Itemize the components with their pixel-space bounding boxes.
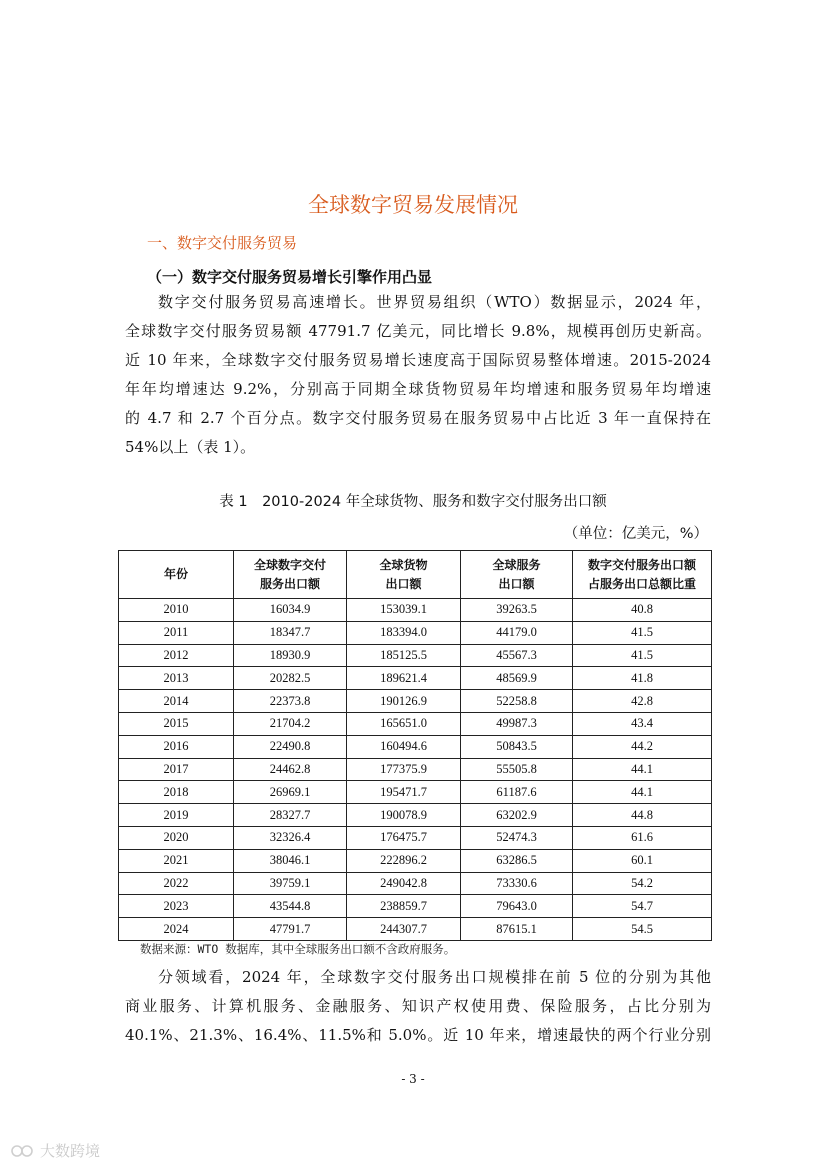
table-row xyxy=(119,690,712,713)
table-cell: 41.8 xyxy=(573,667,712,690)
table-row xyxy=(119,599,712,622)
table-cell: 222896.2 xyxy=(347,849,461,872)
table-cell: 49987.3 xyxy=(461,712,573,735)
table-cell: 61187.6 xyxy=(461,781,573,804)
table-cell: 43.4 xyxy=(573,712,712,735)
table-cell: 16034.9 xyxy=(234,599,347,622)
table-cell: 2022 xyxy=(119,872,234,895)
table-cell: 190078.9 xyxy=(347,804,461,827)
table-cell: 177375.9 xyxy=(347,758,461,781)
table-cell: 18930.9 xyxy=(234,644,347,667)
paragraph-1 xyxy=(125,288,711,462)
table-cell: 2023 xyxy=(119,895,234,918)
table-row xyxy=(119,895,712,918)
table-cell: 42.8 xyxy=(573,690,712,713)
table-cell: 24462.8 xyxy=(234,758,347,781)
header-services-export: 全球服务 出口额 xyxy=(461,551,573,599)
header-share: 数字交付服务出口额 占服务出口总额比重 xyxy=(573,551,712,599)
table-row xyxy=(119,712,712,735)
table-cell: 176475.7 xyxy=(347,826,461,849)
table-cell: 20282.5 xyxy=(234,667,347,690)
table-cell: 39759.1 xyxy=(234,872,347,895)
paragraph-line: 数字交付服务贸易高速增长。世界贸易组织（WTO）数据显示，2024 年， xyxy=(158,293,711,311)
table-cell: 38046.1 xyxy=(234,849,347,872)
table-cell: 2012 xyxy=(119,644,234,667)
table-cell: 54.2 xyxy=(573,872,712,895)
table-row xyxy=(119,644,712,667)
table-row xyxy=(119,804,712,827)
table-row xyxy=(119,621,712,644)
table-cell: 249042.8 xyxy=(347,872,461,895)
table-row xyxy=(119,918,712,941)
table-cell: 55505.8 xyxy=(461,758,573,781)
table-cell: 73330.6 xyxy=(461,872,573,895)
paragraph-line: 分领域看，2024 年，全球数字交付服务出口规模排在前 5 位的分别为其他 xyxy=(158,968,711,986)
table-row xyxy=(119,781,712,804)
table-cell: 160494.6 xyxy=(347,735,461,758)
table-cell: 54.7 xyxy=(573,895,712,918)
table-cell: 47791.7 xyxy=(234,918,347,941)
table-cell: 43544.8 xyxy=(234,895,347,918)
table-cell: 63286.5 xyxy=(461,849,573,872)
table-cell: 60.1 xyxy=(573,849,712,872)
table-cell: 44179.0 xyxy=(461,621,573,644)
table-cell: 26969.1 xyxy=(234,781,347,804)
table-cell: 22373.8 xyxy=(234,690,347,713)
table-cell: 44.2 xyxy=(573,735,712,758)
table-cell: 2020 xyxy=(119,826,234,849)
table-cell: 52258.8 xyxy=(461,690,573,713)
table-row xyxy=(119,849,712,872)
table-cell: 39263.5 xyxy=(461,599,573,622)
table-row xyxy=(119,872,712,895)
table-cell: 32326.4 xyxy=(234,826,347,849)
table-cell: 2010 xyxy=(119,599,234,622)
table-cell: 61.6 xyxy=(573,826,712,849)
paragraph-line: 的 4.7 和 2.7 个百分点。数字交付服务贸易在服务贸易中占比近 3 年一直保持在 xyxy=(125,409,711,427)
paragraph-2 xyxy=(125,963,711,1050)
table-cell: 2016 xyxy=(119,735,234,758)
table-row xyxy=(119,826,712,849)
table-cell: 41.5 xyxy=(573,644,712,667)
section-heading: 一、数字交付服务贸易 xyxy=(147,234,298,252)
paragraph-line: 40.1%、21.3%、16.4%、11.5%和 5.0%。近 10 年来，增速最快的两个行业分别 xyxy=(125,1026,711,1044)
table-unit: （单位：亿美元，%） xyxy=(563,526,708,542)
subsection-heading: （一）数字交付服务贸易增长引擎作用凸显 xyxy=(147,268,433,286)
table-cell: 185125.5 xyxy=(347,644,461,667)
header-digital-export: 全球数字交付 服务出口额 xyxy=(234,551,347,599)
table-header-row xyxy=(119,551,712,599)
table-cell: 44.8 xyxy=(573,804,712,827)
table-cell: 2024 xyxy=(119,918,234,941)
table-row xyxy=(119,667,712,690)
table-cell: 28327.7 xyxy=(234,804,347,827)
paragraph-line: 商业服务、计算机服务、金融服务、知识产权使用费、保险服务，占比分别为 xyxy=(125,997,711,1015)
table-cell: 183394.0 xyxy=(347,621,461,644)
watermark-logo-icon xyxy=(10,1142,36,1160)
table-cell: 45567.3 xyxy=(461,644,573,667)
table-cell: 22490.8 xyxy=(234,735,347,758)
table-cell: 190126.9 xyxy=(347,690,461,713)
table-cell: 21704.2 xyxy=(234,712,347,735)
table-cell: 54.5 xyxy=(573,918,712,941)
paragraph-line: 54%以上（表 1）。 xyxy=(125,438,256,456)
table-cell: 2017 xyxy=(119,758,234,781)
table-cell: 87615.1 xyxy=(461,918,573,941)
table-row xyxy=(119,758,712,781)
table-cell: 52474.3 xyxy=(461,826,573,849)
table-cell: 2018 xyxy=(119,781,234,804)
table-cell: 2013 xyxy=(119,667,234,690)
table-cell: 2021 xyxy=(119,849,234,872)
page-title: 全球数字贸易发展情况 xyxy=(308,193,518,218)
table-cell: 50843.5 xyxy=(461,735,573,758)
watermark-text: 大数跨境 xyxy=(40,1142,101,1160)
table-cell: 41.5 xyxy=(573,621,712,644)
table-row xyxy=(119,735,712,758)
table-cell: 40.8 xyxy=(573,599,712,622)
table-cell: 2015 xyxy=(119,712,234,735)
table-source-note: 数据来源：WTO 数据库，其中全球服务出口额不含政府服务。 xyxy=(140,942,456,956)
table-cell: 2011 xyxy=(119,621,234,644)
table-cell: 18347.7 xyxy=(234,621,347,644)
watermark xyxy=(10,1140,100,1161)
table-cell: 48569.9 xyxy=(461,667,573,690)
table-cell: 165651.0 xyxy=(347,712,461,735)
table-cell: 244307.7 xyxy=(347,918,461,941)
table-cell: 79643.0 xyxy=(461,895,573,918)
table-cell: 44.1 xyxy=(573,781,712,804)
table-cell: 189621.4 xyxy=(347,667,461,690)
table-cell: 2014 xyxy=(119,690,234,713)
table-cell: 238859.7 xyxy=(347,895,461,918)
paragraph-line: 年年均增速达 9.2%，分别高于同期全球货物贸易年均增速和服务贸易年均增速 xyxy=(125,380,711,398)
table-cell: 153039.1 xyxy=(347,599,461,622)
data-table xyxy=(118,550,712,941)
table-cell: 2019 xyxy=(119,804,234,827)
page-number: - 3 - xyxy=(401,1072,425,1086)
table-cell: 195471.7 xyxy=(347,781,461,804)
table-cell: 44.1 xyxy=(573,758,712,781)
header-year: 年份 xyxy=(119,551,234,599)
paragraph-line: 近 10 年来，全球数字交付服务贸易增长速度高于国际贸易整体增速。2015-2024 xyxy=(125,351,711,369)
header-goods-export: 全球货物 出口额 xyxy=(347,551,461,599)
table-cell: 63202.9 xyxy=(461,804,573,827)
table-caption: 表 1 2010-2024 年全球货物、服务和数字交付服务出口额 xyxy=(219,494,607,510)
paragraph-line: 全球数字交付服务贸易额 47791.7 亿美元，同比增长 9.8%，规模再创历史新高。 xyxy=(125,322,711,340)
